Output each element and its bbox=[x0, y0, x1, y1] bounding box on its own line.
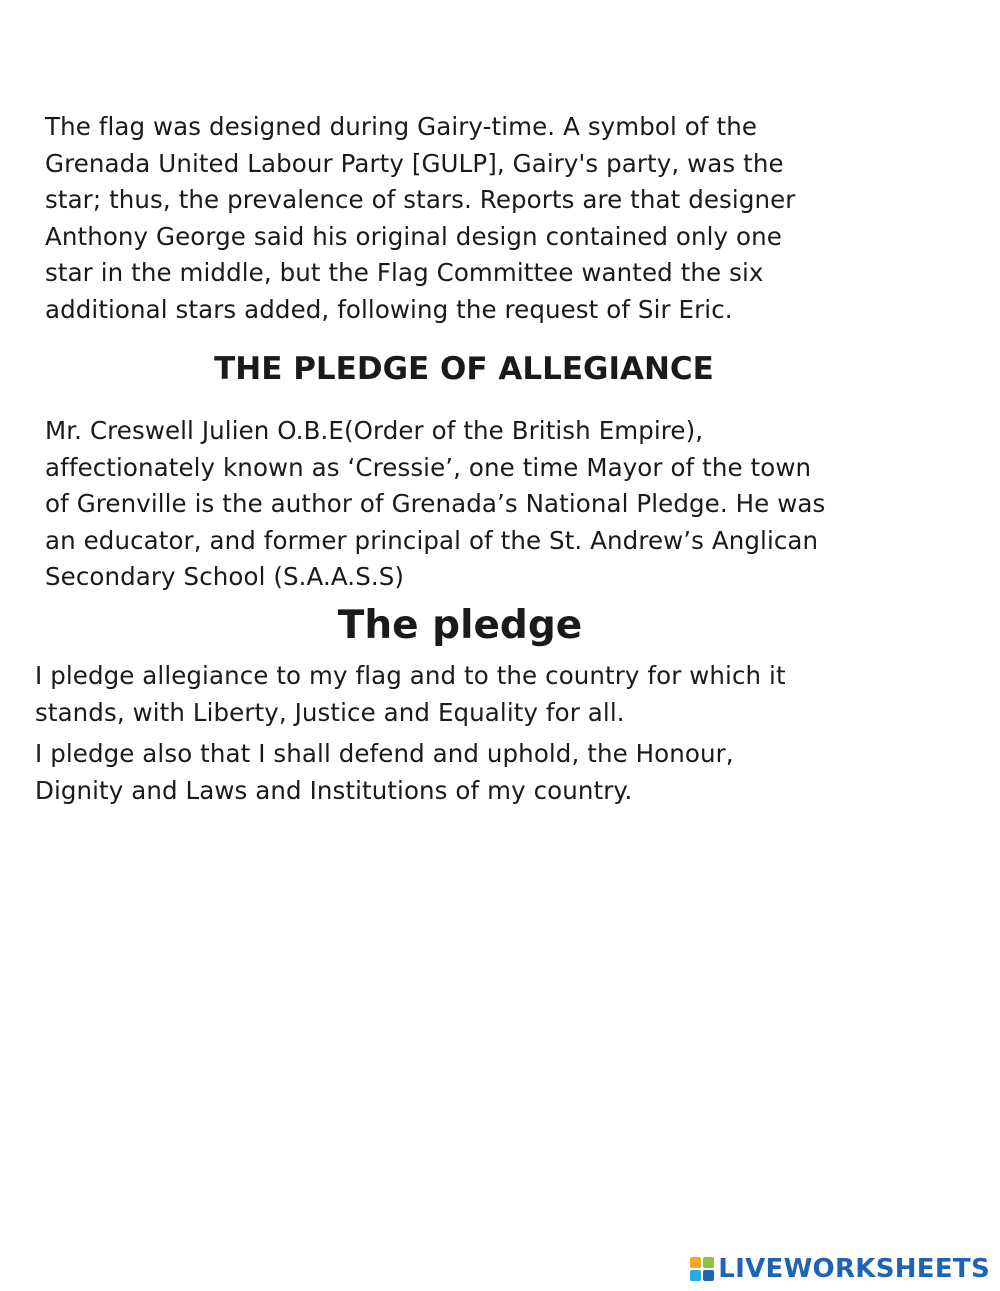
flag-history-paragraph bbox=[45, 109, 795, 328]
text-line: of Grenville is the author of Grenada’s National Pledge. He was bbox=[45, 489, 826, 518]
liveworksheets-brand[interactable] bbox=[690, 1254, 990, 1284]
logo-tile bbox=[703, 1270, 714, 1281]
pledge-heading: The pledge bbox=[337, 603, 583, 648]
logo-tile bbox=[690, 1257, 701, 1268]
text-line: Grenada United Labour Party [GULP], Gairy's party, was the bbox=[45, 148, 784, 178]
liveworksheets-logo-icon bbox=[690, 1257, 714, 1281]
text-line: an educator, and former principal of the St. Andrew’s Anglican bbox=[45, 525, 819, 555]
pledge-text-part-1 bbox=[35, 658, 786, 731]
text-line: Anthony George said his original design contained only one bbox=[45, 221, 782, 251]
text-line: star in the middle, but the Flag Committee wanted the six bbox=[45, 258, 764, 287]
text-line: I pledge allegiance to my flag and to the country for which it bbox=[35, 661, 786, 690]
pledge-author-paragraph bbox=[45, 413, 825, 596]
text-line: additional stars added, following the request of Sir Eric. bbox=[45, 294, 733, 324]
logo-tile bbox=[690, 1270, 701, 1281]
text-line: stands, with Liberty, Justice and Equality for all. bbox=[35, 697, 625, 727]
logo-tile bbox=[703, 1257, 714, 1268]
text-line: Dignity and Laws and Institutions of my country. bbox=[35, 775, 633, 805]
text-line: star; thus, the prevalence of stars. Reports are that designer bbox=[45, 185, 796, 214]
text-line: I pledge also that I shall defend and uphold, the Honour, bbox=[35, 739, 734, 768]
brand-name: LIVEWORKSHEETS bbox=[718, 1254, 990, 1284]
allegiance-heading: THE PLEDGE OF ALLEGIANCE bbox=[214, 351, 714, 387]
text-line: Mr. Creswell Julien O.B.E(Order of the British Empire), bbox=[45, 416, 704, 445]
pledge-text-part-2 bbox=[35, 736, 734, 809]
text-line: affectionately known as ‘Cressie’, one time Mayor of the town bbox=[45, 452, 812, 482]
text-line: Secondary School (S.A.A.S.S) bbox=[45, 562, 405, 591]
text-line: The flag was designed during Gairy-time. A symbol of the bbox=[45, 112, 757, 141]
